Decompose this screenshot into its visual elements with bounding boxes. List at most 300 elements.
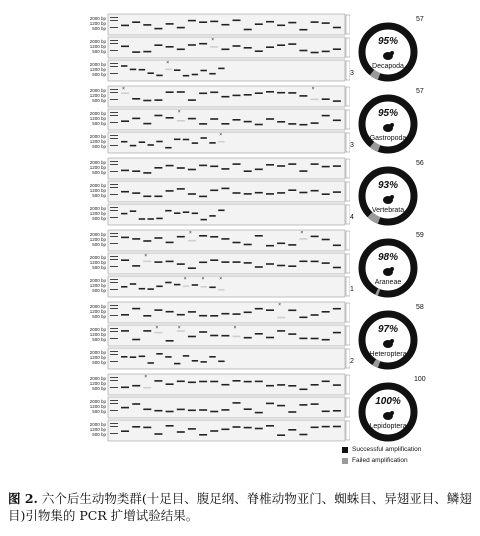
sample-band [255, 50, 263, 52]
sample-band [132, 426, 140, 428]
sample-band [277, 25, 285, 27]
ladder-band [110, 164, 118, 165]
sample-band [299, 261, 307, 263]
lane-marker [346, 110, 350, 129]
ladder-band [110, 354, 118, 355]
sample-band [177, 27, 185, 29]
sample-band [132, 118, 140, 120]
sample-band [221, 168, 229, 170]
sample-band [188, 44, 196, 46]
sample-band [221, 96, 229, 98]
sample-band [333, 332, 341, 334]
ladder-label-group [84, 62, 106, 77]
ring-percent: 95% [377, 36, 398, 47]
sample-band [188, 336, 196, 338]
sample-band [244, 427, 252, 429]
sample-band [188, 267, 196, 269]
ladder-band [110, 112, 118, 113]
sample-band [277, 265, 285, 267]
sample-band [210, 46, 218, 48]
ladder-band [110, 17, 118, 18]
sample-band [166, 383, 174, 385]
ladder-band [110, 305, 118, 306]
sample-band [165, 69, 171, 71]
sample-band [333, 100, 341, 102]
sample-band [132, 51, 140, 53]
sample-band [233, 242, 241, 244]
sample-band [188, 118, 196, 120]
sample-band [266, 21, 274, 23]
sample-band [148, 288, 154, 290]
ladder-label: 500 bp [92, 170, 106, 175]
sample-band [183, 211, 189, 213]
sample-band [322, 262, 330, 264]
sample-band [288, 189, 296, 191]
sample-band [288, 92, 296, 94]
sample-band [244, 94, 252, 96]
sample-band [199, 165, 207, 167]
sample-band [288, 265, 296, 267]
sample-band [233, 192, 241, 194]
sample-band [199, 235, 207, 237]
sample-band [210, 335, 218, 337]
ladder-label: 500 bp [92, 432, 106, 437]
sample-band [311, 314, 319, 316]
sample-band [322, 51, 330, 53]
sample-band [209, 287, 215, 289]
ladder-label: 1200 bp [89, 309, 106, 314]
sample-band [154, 28, 162, 30]
ring-lepidoptera [356, 380, 420, 444]
sample-band [288, 310, 296, 312]
ladder-label-group [84, 39, 106, 54]
sample-band [188, 428, 196, 430]
ladder-label: 1200 bp [89, 355, 106, 360]
ring-taxon-name: Gastropoda [369, 135, 407, 142]
sample-band [218, 289, 224, 291]
sample-band [210, 411, 218, 413]
sample-band [221, 261, 229, 263]
sample-band [255, 169, 263, 171]
sample-band [121, 191, 129, 193]
sample-band [199, 21, 207, 23]
gel-panel [108, 348, 345, 369]
sample-band [121, 120, 129, 122]
ladder-label: 1200 bp [89, 283, 106, 288]
sample-band [210, 381, 218, 383]
sample-band [121, 356, 127, 358]
sample-band [218, 361, 224, 363]
sample-band [255, 235, 263, 237]
fail-mark: × [122, 86, 125, 92]
ladder-band [110, 433, 118, 434]
sample-band [201, 219, 207, 221]
ladder-band [110, 351, 118, 352]
ring-gastropoda [356, 92, 420, 156]
ladder-label: 1200 bp [89, 260, 106, 265]
sample-band [121, 237, 129, 239]
sample-band [218, 68, 224, 70]
ladder-label-group [84, 206, 106, 221]
ladder-band [110, 138, 118, 139]
sample-band [165, 147, 171, 149]
sample-band [210, 259, 218, 261]
sample-band [244, 193, 252, 195]
sample-band [165, 210, 171, 212]
sample-band [166, 261, 174, 263]
ladder-label-group [84, 183, 106, 198]
ladder-band [110, 426, 118, 427]
sample-band [166, 311, 174, 313]
sample-band [188, 240, 196, 242]
sample-band [255, 92, 263, 94]
sample-band [188, 410, 196, 412]
fail-mark: × [300, 230, 304, 236]
sample-band [130, 283, 136, 285]
ring-decapoda [356, 20, 420, 84]
sample-band [166, 190, 174, 192]
sample-band [244, 337, 252, 339]
legend [342, 444, 421, 466]
sample-band [288, 22, 296, 24]
ladder-label-group [84, 88, 106, 103]
sample-band [244, 381, 252, 383]
sample-band [143, 387, 151, 389]
sample-band [156, 286, 162, 288]
sample-band [333, 27, 341, 29]
ladder-band [110, 50, 118, 51]
sample-band [311, 122, 319, 124]
ladder-label: 500 bp [92, 337, 106, 342]
sample-band [299, 95, 307, 97]
sample-band [210, 236, 218, 238]
sample-band [255, 308, 263, 310]
sample-band [188, 20, 196, 22]
sample-band [121, 46, 129, 48]
sample-band [121, 387, 129, 389]
gel-panel [108, 397, 345, 418]
sample-band [199, 381, 207, 383]
sample-band [333, 191, 341, 193]
sample-band [209, 215, 215, 217]
fail-mark: × [183, 276, 187, 282]
ring-percent: 97% [377, 324, 398, 335]
sample-band [311, 163, 319, 165]
sample-band [154, 380, 162, 382]
ladder-band [110, 92, 118, 93]
sample-band [139, 141, 145, 143]
ladder-band [110, 187, 118, 188]
sample-band [333, 245, 341, 247]
sample-band [255, 412, 263, 414]
ladder-label: 2000 bp [89, 183, 106, 188]
ladder-label: 2000 bp [89, 399, 106, 404]
sample-band [322, 411, 330, 413]
sample-band [322, 239, 330, 241]
sample-band [233, 95, 241, 97]
sample-band [311, 236, 319, 238]
sample-band [192, 284, 198, 286]
sample-band [333, 48, 341, 50]
ladder-band [110, 184, 118, 185]
sample-band [199, 43, 207, 45]
sample-band [221, 384, 229, 386]
sample-band [333, 308, 341, 310]
fail-mark: × [278, 302, 282, 308]
ladder-band [110, 217, 118, 218]
sample-band [199, 331, 207, 333]
sample-band [199, 123, 207, 125]
sample-band [311, 384, 319, 386]
fail-mark: × [155, 325, 159, 331]
lane-marker [346, 159, 350, 178]
ladder-band [110, 403, 118, 404]
ring-taxon-name: Araneae [374, 279, 402, 286]
failed-count: 1 [350, 286, 354, 293]
sample-band [143, 427, 151, 429]
sample-band [166, 91, 174, 93]
sample-band [201, 70, 207, 72]
sample-band [299, 124, 307, 126]
ladder-band [110, 338, 118, 339]
ladder-label-group [84, 350, 106, 365]
ladder-label: 2000 bp [89, 16, 106, 21]
sample-band [192, 74, 198, 76]
ladder-label-group [84, 232, 106, 247]
sample-band [199, 315, 207, 317]
ladder-label: 1200 bp [89, 44, 106, 49]
sample-band [299, 50, 307, 52]
sample-band [244, 262, 252, 264]
ladder-label: 2000 bp [89, 39, 106, 44]
sample-band [322, 311, 330, 313]
ladder-label: 2000 bp [89, 255, 106, 260]
sample-band [322, 22, 330, 24]
ladder-label-group [84, 111, 106, 126]
ring-vertebrata [356, 164, 420, 228]
sample-band [288, 123, 296, 125]
sample-band [130, 356, 136, 358]
ladder-label: 2000 bp [89, 62, 106, 67]
sample-band [210, 430, 218, 432]
ladder-band [110, 328, 118, 329]
ladder-label: 2000 bp [89, 422, 106, 427]
ladder-label: 500 bp [92, 72, 106, 77]
ladder-label: 500 bp [92, 242, 106, 247]
gel-panel [108, 420, 345, 441]
sample-band [233, 402, 241, 404]
sample-band [188, 311, 196, 313]
ladder-band [110, 259, 118, 260]
sample-band [322, 98, 330, 100]
sample-band [210, 118, 218, 120]
sample-band [277, 92, 285, 94]
lane-marker [346, 182, 350, 201]
sample-band [174, 284, 180, 286]
sample-band [299, 238, 307, 240]
sample-band [221, 188, 229, 190]
ladder-label: 500 bp [92, 409, 106, 414]
sample-band [156, 353, 162, 355]
sample-band [132, 98, 140, 100]
sample-band [154, 332, 162, 334]
sample-band [188, 193, 196, 195]
sample-band [166, 425, 174, 427]
ladder-label: 2000 bp [89, 160, 106, 165]
ladder-label-group [84, 278, 106, 293]
sample-band [121, 170, 129, 172]
sample-band [322, 339, 330, 341]
ladder-label: 1200 bp [89, 427, 106, 432]
sample-band [266, 46, 274, 48]
sample-band [299, 29, 307, 31]
sample-band [244, 408, 252, 410]
ring-heteroptera [356, 308, 420, 372]
ring-percent: 100% [375, 396, 401, 407]
sample-band [148, 362, 154, 364]
ladder-band [110, 279, 118, 280]
sample-band [166, 46, 174, 48]
sample-band [322, 193, 330, 195]
sample-band [174, 69, 180, 71]
ladder-label-group [84, 134, 106, 149]
ladder-band [110, 266, 118, 267]
sample-band [233, 313, 241, 315]
ring-taxon-name: Lepidoptera [369, 423, 407, 430]
ladder-label: 2000 bp [89, 278, 106, 283]
ladder-label: 500 bp [92, 98, 106, 103]
sample-band [266, 245, 274, 247]
sample-band [333, 120, 341, 122]
sample-band [121, 65, 127, 67]
sample-band [154, 261, 162, 263]
fail-mark: × [177, 325, 181, 331]
bug-icon [380, 336, 396, 350]
sample-band [143, 196, 151, 198]
ladder-band [110, 361, 118, 362]
sample-band [154, 167, 162, 169]
sample-band [233, 261, 241, 263]
ladder-band [110, 27, 118, 28]
snail-icon [380, 120, 396, 134]
ladder-label: 1200 bp [89, 188, 106, 193]
sample-band [322, 115, 330, 117]
ladder-band [110, 73, 118, 74]
ladder-label: 1200 bp [89, 165, 106, 170]
ladder-label: 500 bp [92, 314, 106, 319]
sample-band [143, 330, 151, 332]
sample-band [132, 385, 140, 387]
sample-band [209, 142, 215, 144]
sample-band [277, 330, 285, 332]
sample-band [132, 339, 140, 341]
sample-band [244, 312, 252, 314]
ladder-band [110, 207, 118, 208]
sample-band [143, 51, 151, 53]
sample-band [130, 145, 136, 147]
ring-percent: 95% [377, 108, 398, 119]
sample-band [154, 115, 162, 117]
sample-band [277, 384, 285, 386]
fail-mark: × [219, 276, 223, 282]
lane-marker [346, 87, 350, 106]
sample-band [221, 238, 229, 240]
sample-band [143, 261, 151, 263]
sample-band [177, 49, 185, 51]
sample-band [121, 141, 127, 143]
sample-band [221, 429, 229, 431]
sample-band [143, 172, 151, 174]
sample-band [132, 308, 140, 310]
sample-band [143, 123, 151, 125]
sample-band [121, 286, 127, 288]
sample-band [199, 434, 207, 436]
sample-band [143, 24, 151, 26]
sample-band [121, 314, 129, 316]
sample-band [266, 193, 274, 195]
ladder-label: 500 bp [92, 193, 106, 198]
sample-band [266, 403, 274, 405]
sample-band [139, 218, 145, 220]
sample-band [177, 91, 185, 93]
sample-band [139, 356, 145, 358]
sample-band [201, 137, 207, 139]
ladder-band [110, 43, 118, 44]
sample-band [255, 266, 263, 268]
ring-araneae [356, 236, 420, 300]
sample-band [221, 49, 229, 51]
ladder-label-group [84, 160, 106, 175]
sample-band [288, 429, 296, 431]
sample-band [288, 385, 296, 387]
sample-band [277, 121, 285, 123]
success-count: 58 [416, 304, 424, 311]
sample-band [148, 144, 154, 146]
ladder-label: 500 bp [92, 49, 106, 54]
legend-failed-label: Failed amplification [352, 457, 408, 464]
sample-band [333, 384, 341, 386]
ladder-band [110, 289, 118, 290]
sample-band [210, 166, 218, 168]
sample-band [188, 382, 196, 384]
sample-band [165, 282, 171, 284]
sample-band [174, 139, 180, 141]
sample-band [154, 44, 162, 46]
sample-band [177, 188, 185, 190]
sample-band [121, 93, 129, 95]
sample-band [192, 360, 198, 362]
ladder-band [110, 66, 118, 67]
sample-band [277, 192, 285, 194]
sample-band [177, 409, 185, 411]
failed-count: 4 [350, 214, 354, 221]
sample-band [288, 43, 296, 45]
ladder-band [110, 161, 118, 162]
sample-band [311, 99, 319, 101]
sample-band [311, 21, 319, 23]
sample-band [255, 23, 263, 25]
sample-band [177, 263, 185, 265]
sample-band [121, 259, 129, 261]
sample-band [192, 213, 198, 215]
ladder-label: 1200 bp [89, 116, 106, 121]
sample-band [210, 190, 218, 192]
sample-band [266, 91, 274, 93]
caption-label: 图 2. [8, 491, 38, 506]
ladder-label-group [84, 399, 106, 414]
sample-band [299, 338, 307, 340]
spider-icon [380, 264, 396, 278]
